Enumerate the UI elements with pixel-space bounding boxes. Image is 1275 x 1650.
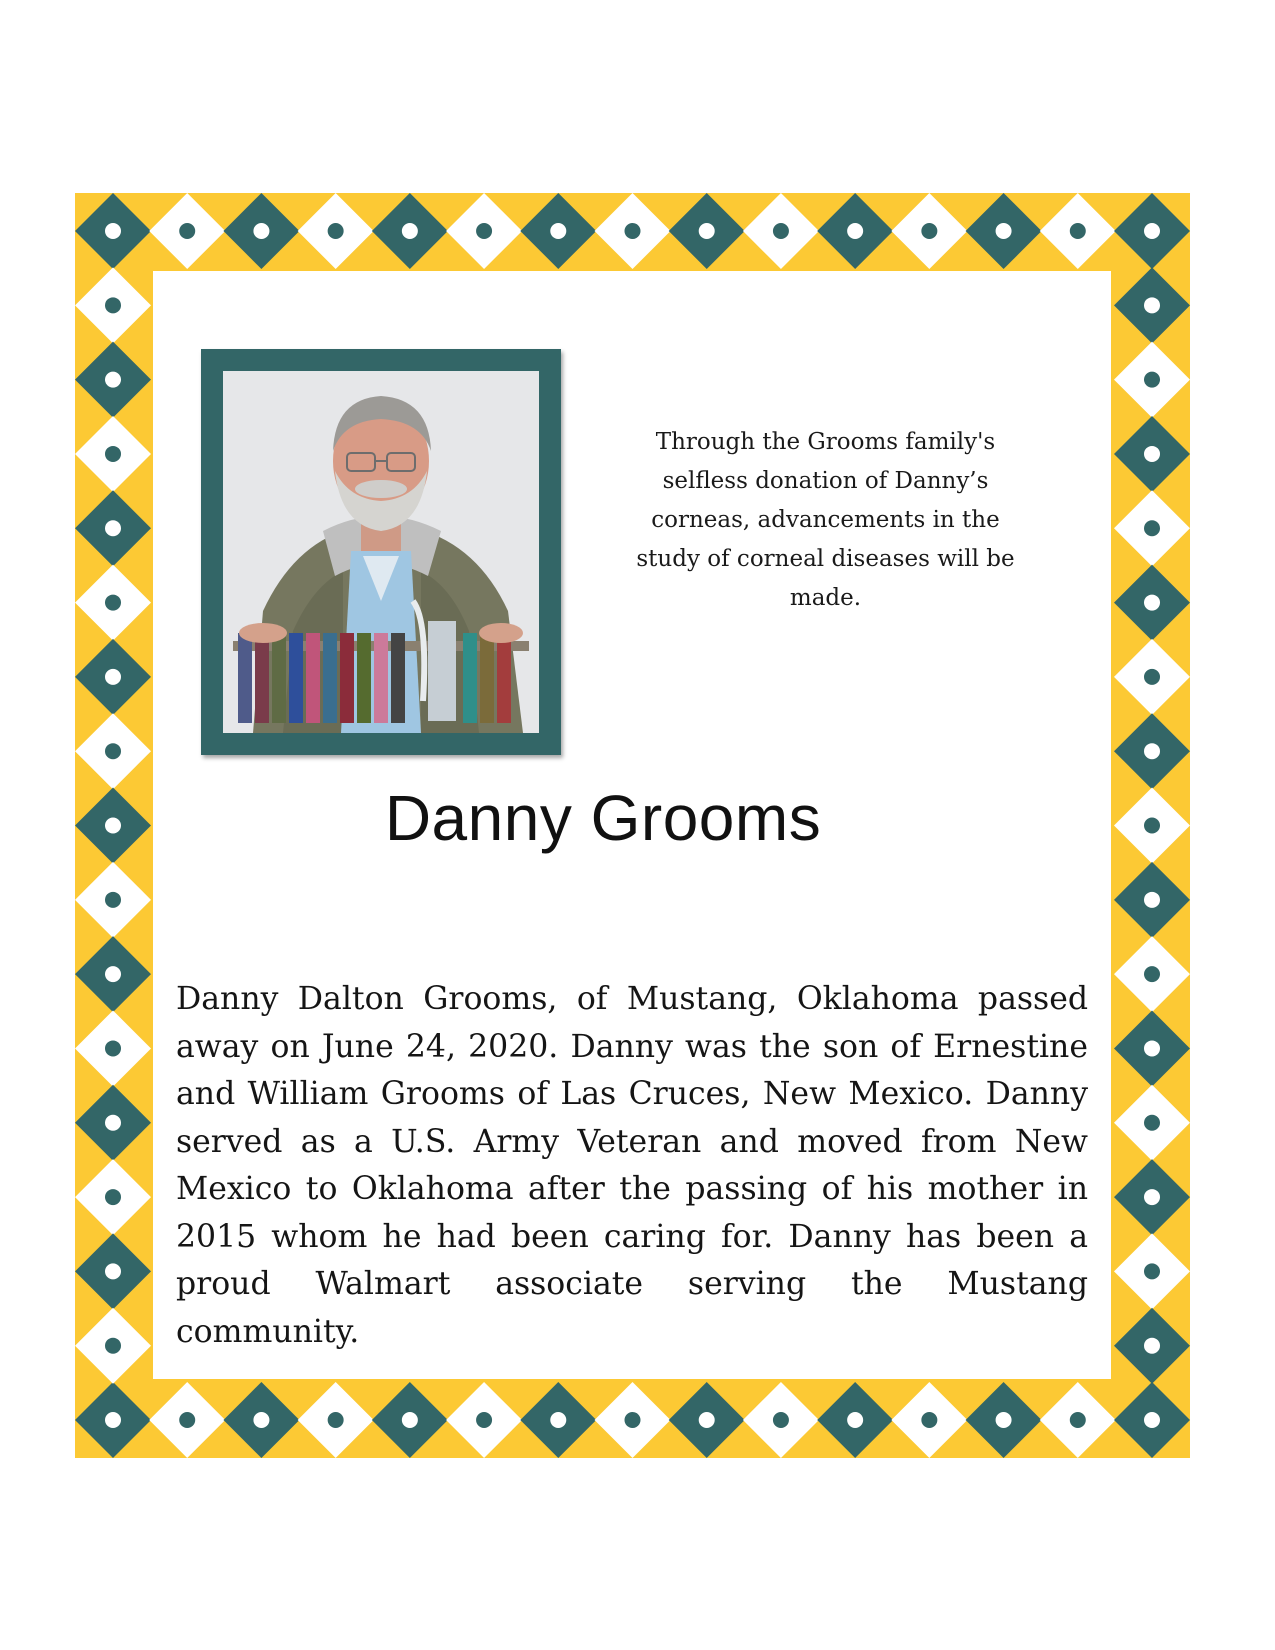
border-diamond <box>75 416 151 492</box>
border-diamond <box>743 193 819 269</box>
border-diamond <box>75 1159 151 1235</box>
border-diamond <box>75 1233 151 1309</box>
border-diamond <box>595 1382 671 1458</box>
border-diamond <box>1114 565 1190 641</box>
border-diamond <box>75 1308 151 1384</box>
border-diamond <box>891 1382 967 1458</box>
border-diamond <box>75 788 151 864</box>
border-diamond <box>1114 416 1190 492</box>
border-diamond <box>966 193 1042 269</box>
obituary-text: Danny Dalton Grooms, of Mustang, Oklahoma passed away on June 24, 2020. Danny was the son of Ernestine and William Grooms of Las Cruces, New Mexico. Danny served as a U.S. Army Veteran and moved from New Mexico to Oklahoma after the passing of his mother in 2015 whom he had been caring for. Danny has been a proud Walmart associate serving the Mustang community. <box>176 981 1088 1350</box>
border-diamond <box>1114 490 1190 566</box>
border-diamond <box>372 1382 448 1458</box>
border-diamond <box>1114 1010 1190 1086</box>
border-diamond <box>1114 1382 1190 1458</box>
border-diamond <box>669 1382 745 1458</box>
border-diamond <box>75 490 151 566</box>
page-title: Danny Grooms <box>384 782 822 854</box>
border-diamond <box>298 1382 374 1458</box>
border-diamond <box>75 713 151 789</box>
portrait-illustration <box>223 371 539 733</box>
border-diamond <box>372 193 448 269</box>
border-diamond <box>743 1382 819 1458</box>
border-diamond <box>1114 862 1190 938</box>
border-diamond <box>1114 713 1190 789</box>
border-diamond <box>817 1382 893 1458</box>
border-diamond <box>1040 193 1116 269</box>
border-diamond <box>520 1382 596 1458</box>
border-diamond <box>75 1085 151 1161</box>
border-diamond <box>446 1382 522 1458</box>
border-diamond <box>75 862 151 938</box>
memorial-card <box>153 271 1111 1379</box>
border-diamond <box>1114 1233 1190 1309</box>
border-diamond <box>1040 1382 1116 1458</box>
border-diamond <box>1114 1159 1190 1235</box>
border-diamond <box>149 193 225 269</box>
border-diamond <box>75 565 151 641</box>
border-diamond <box>75 193 151 269</box>
border-diamond <box>75 1010 151 1086</box>
border-diamond <box>1114 267 1190 343</box>
portrait-photo <box>223 371 539 733</box>
border-diamond <box>75 267 151 343</box>
border-diamond <box>446 193 522 269</box>
border-diamond <box>75 342 151 418</box>
decorative-border <box>75 193 1190 1458</box>
border-diamond <box>1114 788 1190 864</box>
border-diamond <box>223 1382 299 1458</box>
border-diamond <box>75 1382 151 1458</box>
border-diamond <box>298 193 374 269</box>
border-diamond <box>669 193 745 269</box>
border-diamond <box>223 193 299 269</box>
border-diamond <box>595 193 671 269</box>
border-diamond <box>1114 342 1190 418</box>
border-diamond <box>75 639 151 715</box>
border-diamond <box>1114 193 1190 269</box>
photo-frame <box>201 349 561 755</box>
border-diamond <box>149 1382 225 1458</box>
border-diamond <box>1114 1085 1190 1161</box>
border-diamond <box>1114 1308 1190 1384</box>
border-diamond <box>75 936 151 1012</box>
tribute-text: Through the Grooms family's selfless donation of Danny’s corneas, advancements in the study of corneal diseases will be made. <box>636 429 1015 611</box>
border-diamond <box>966 1382 1042 1458</box>
border-diamond <box>520 193 596 269</box>
border-diamond <box>891 193 967 269</box>
border-diamond <box>817 193 893 269</box>
border-diamond <box>1114 639 1190 715</box>
border-diamond <box>1114 936 1190 1012</box>
